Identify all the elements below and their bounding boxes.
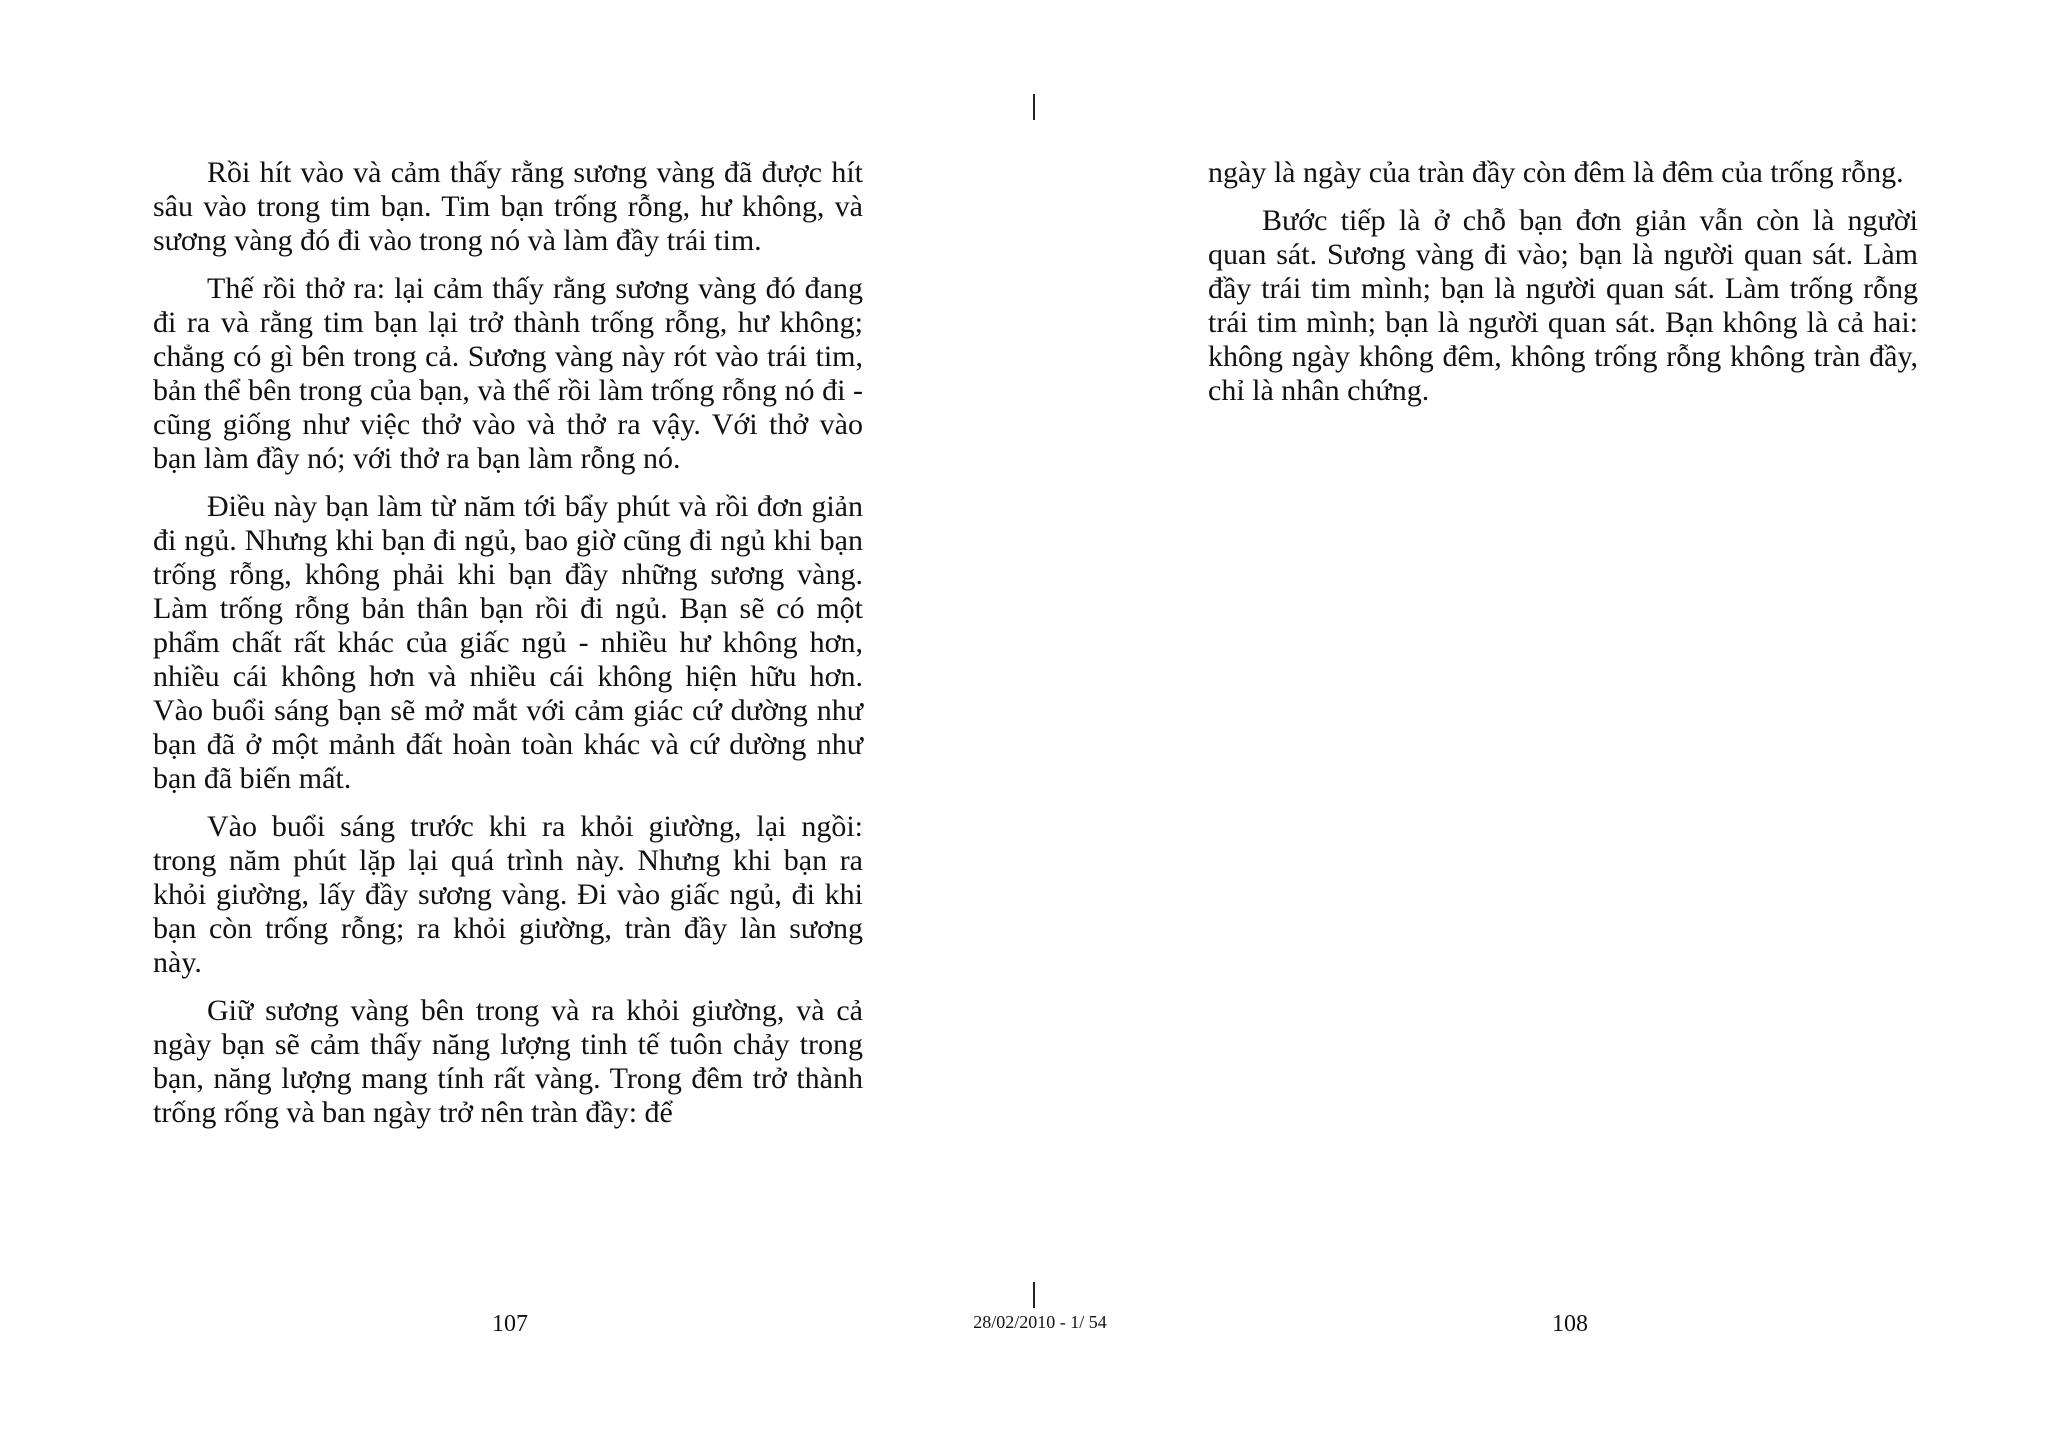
left-paragraph-4: Vào buổi sáng trước khi ra khỏi giường, lại ngồi: trong năm phút lặp lại quá trình này. Nhưng khi bạn ra khỏi giường, lấy đầy sương vàng. Đi vào giấc ngủ, đi khi bạn còn trống rỗng; ra khỏi giường, tràn đầy làn sương này. [153, 810, 863, 979]
center-divider-top [1033, 94, 1035, 120]
left-paragraph-2: Thế rồi thở ra: lại cảm thấy rằng sương vàng đó đang đi ra và rằng tim bạn lại trở thành trống rỗng, hư không; chẳng có gì bên trong cả. Sương vàng này rót vào trái tim, bản thể bên trong của bạn, và thế rồi làm trống rỗng nó đi - cũng giống như việc thở vào và thở ra vậy. Với thở vào bạn làm đầy nó; với thở ra bạn làm rỗng nó. [153, 272, 863, 475]
right-continuation-paragraph: ngày là ngày của tràn đầy còn đêm là đêm của trống rỗng. [1208, 156, 1904, 189]
center-divider-bottom [1033, 1282, 1035, 1308]
left-page-number: 107 [492, 1311, 528, 1337]
left-paragraph-1: Rồi hít vào và cảm thấy rằng sương vàng đã được hít sâu vào trong tim bạn. Tim bạn trống rỗng, hư không, và sương vàng đó đi vào trong nó và làm đầy trái tim. [153, 156, 863, 257]
print-date-stamp: 28/02/2010 - 1/ 54 [973, 1312, 1107, 1332]
right-page [1208, 156, 1918, 422]
right-page-number: 108 [1552, 1311, 1588, 1337]
right-paragraph-1: Bước tiếp là ở chỗ bạn đơn giản vẫn còn là người quan sát. Sương vàng đi vào; bạn là người quan sát. Làm đầy trái tim mình; bạn là người quan sát. Làm trống rỗng trái tim mình; bạn là người quan sát. Bạn không là cả hai: không ngày không đêm, không trống rỗng không tràn đầy, chỉ là nhân chứng. [1208, 204, 1918, 407]
left-paragraph-5: Giữ sương vàng bên trong và ra khỏi giường, và cả ngày bạn sẽ cảm thấy năng lượng tinh tế tuôn chảy trong bạn, năng lượng mang tính rất vàng. Trong đêm trở thành trống rống và ban ngày trở nên tràn đầy: để [153, 994, 863, 1129]
left-paragraph-3: Điều này bạn làm từ năm tới bẩy phút và rồi đơn giản đi ngủ. Nhưng khi bạn đi ngủ, bao giờ cũng đi ngủ khi bạn trống rỗng, không phải khi bạn đầy những sương vàng. Làm trống rỗng bản thân bạn rồi đi ngủ. Bạn sẽ có một phẩm chất rất khác của giấc ngủ - nhiều hư không hơn, nhiều cái không hơn và nhiều cái không hiện hữu hơn. Vào buổi sáng bạn sẽ mở mắt với cảm giác cứ dường như bạn đã ở một mảnh đất hoàn toàn khác và cứ dường như bạn đã biến mất. [153, 490, 863, 795]
left-page [153, 156, 863, 1144]
